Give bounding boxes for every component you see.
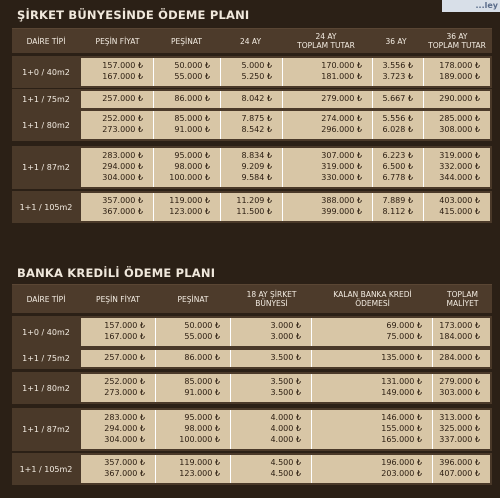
table-cell: 178.000 ₺ xyxy=(439,61,480,70)
table-cell: 294.000 ₺ xyxy=(104,424,145,433)
table-cell: 279.000 ₺ xyxy=(321,94,362,103)
table-cell: 6.500 ₺ xyxy=(382,162,413,171)
table-cell: 91.000 ₺ xyxy=(174,125,210,134)
price-cells xyxy=(81,318,490,346)
table-cell: 98.000 ₺ xyxy=(174,162,210,171)
plan2-header-col-5: TOPLAM MALİYET xyxy=(446,290,479,308)
table-cell: 283.000 ₺ xyxy=(102,151,143,160)
table-cell: 11.500 ₺ xyxy=(236,207,272,216)
brand-logo: ...ley xyxy=(442,0,500,12)
plan2-header-col-4: KALAN BANKA KREDİ ÖDEMESİ xyxy=(333,290,412,308)
plan2-group-1-1-75m2 xyxy=(12,348,492,369)
plan2-group-1-1-80m2 xyxy=(12,372,492,404)
table-cell: 11.209 ₺ xyxy=(236,196,272,205)
table-cell: 98.000 ₺ xyxy=(184,424,220,433)
table-cell: 4.000 ₺ xyxy=(270,424,301,433)
plan2-group-1-0-40m2 xyxy=(12,316,492,348)
plan1-group-1-1-80m2 xyxy=(12,109,492,141)
table-cell: 330.000 ₺ xyxy=(321,173,362,182)
plan1-header-col-1: PEŞİN FİYAT xyxy=(95,36,140,46)
plan1-header-col-5: 36 AY xyxy=(385,36,407,46)
table-cell: 252.000 ₺ xyxy=(104,377,145,386)
unit-type-label: 1+1 / 75m2 xyxy=(22,95,70,104)
table-cell: 167.000 ₺ xyxy=(104,332,145,341)
table-cell: 7.875 ₺ xyxy=(241,114,272,123)
table-cell: 4.000 ₺ xyxy=(270,435,301,444)
table-cell: 357.000 ₺ xyxy=(104,458,145,467)
table-cell: 4.500 ₺ xyxy=(270,469,301,478)
unit-type-label: 1+0 / 40m2 xyxy=(22,327,70,337)
table-cell: 189.000 ₺ xyxy=(439,72,480,81)
table-cell: 304.000 ₺ xyxy=(102,173,143,182)
plan1-header-col-3: 24 AY xyxy=(239,36,262,46)
table-cell: 303.000 ₺ xyxy=(439,388,480,397)
table-cell: 294.000 ₺ xyxy=(102,162,143,171)
table-cell: 5.556 ₺ xyxy=(382,114,413,123)
table-cell: 95.000 ₺ xyxy=(184,413,220,422)
table-cell: 403.000 ₺ xyxy=(439,196,480,205)
table-cell: 131.000 ₺ xyxy=(381,377,422,386)
table-cell: 3.723 ₺ xyxy=(382,72,413,81)
table-cell: 304.000 ₺ xyxy=(104,435,145,444)
table-cell: 337.000 ₺ xyxy=(439,435,480,444)
plan1-group-1-1-75m2 xyxy=(12,89,492,110)
table-cell: 119.000 ₺ xyxy=(169,196,210,205)
table-cell: 123.000 ₺ xyxy=(179,469,220,478)
table-cell: 308.000 ₺ xyxy=(439,125,480,134)
table-cell: 4.000 ₺ xyxy=(270,413,301,422)
table-cell: 344.000 ₺ xyxy=(439,173,480,182)
table-cell: 388.000 ₺ xyxy=(321,196,362,205)
table-cell: 283.000 ₺ xyxy=(104,413,145,422)
plan1-header-col-6: 36 AY TOPLAM TUTAR xyxy=(428,32,486,50)
table-cell: 123.000 ₺ xyxy=(169,207,210,216)
price-cells xyxy=(81,455,490,483)
table-cell: 407.000 ₺ xyxy=(439,469,480,478)
table-cell: 367.000 ₺ xyxy=(104,469,145,478)
table-cell: 5.250 ₺ xyxy=(241,72,272,81)
table-cell: 399.000 ₺ xyxy=(321,207,362,216)
table-cell: 3.500 ₺ xyxy=(270,388,301,397)
table-cell: 85.000 ₺ xyxy=(184,377,220,386)
plan2-title: BANKA KREDİLİ ÖDEME PLANI xyxy=(17,266,216,280)
table-cell: 296.000 ₺ xyxy=(321,125,362,134)
table-cell: 167.000 ₺ xyxy=(102,72,143,81)
unit-type-label: 1+1 / 80m2 xyxy=(22,120,70,130)
table-cell: 135.000 ₺ xyxy=(381,353,422,362)
plan2-header-row xyxy=(12,284,492,313)
table-cell: 5.667 ₺ xyxy=(382,94,413,103)
table-cell: 6.778 ₺ xyxy=(382,173,413,182)
table-cell: 319.000 ₺ xyxy=(321,162,362,171)
table-cell: 273.000 ₺ xyxy=(104,388,145,397)
table-cell: 181.000 ₺ xyxy=(321,72,362,81)
unit-type-label: 1+1 / 87m2 xyxy=(22,425,70,434)
plan1-header-col-4: 24 AY TOPLAM TUTAR xyxy=(297,32,355,50)
table-cell: 196.000 ₺ xyxy=(381,458,422,467)
price-cells xyxy=(81,410,490,449)
table-cell: 86.000 ₺ xyxy=(184,353,220,362)
plan2-header-col-3: 18 AY ŞİRKET BÜNYESİ xyxy=(246,290,297,308)
table-cell: 100.000 ₺ xyxy=(179,435,220,444)
price-cells xyxy=(81,148,490,187)
table-cell: 274.000 ₺ xyxy=(321,114,362,123)
table-cell: 184.000 ₺ xyxy=(439,332,480,341)
table-cell: 415.000 ₺ xyxy=(439,207,480,216)
table-cell: 9.584 ₺ xyxy=(241,173,272,182)
table-cell: 6.223 ₺ xyxy=(382,151,413,160)
table-cell: 50.000 ₺ xyxy=(184,321,220,330)
table-cell: 75.000 ₺ xyxy=(386,332,422,341)
unit-type-label: 1+0 / 40m2 xyxy=(22,67,70,77)
table-cell: 5.000 ₺ xyxy=(241,61,272,70)
table-cell: 290.000 ₺ xyxy=(439,94,480,103)
plan1-header-col-0: DAİRE TİPİ xyxy=(26,36,66,46)
table-cell: 4.500 ₺ xyxy=(270,458,301,467)
table-cell: 157.000 ₺ xyxy=(104,321,145,330)
table-cell: 203.000 ₺ xyxy=(381,469,422,478)
table-cell: 273.000 ₺ xyxy=(102,125,143,134)
price-cells xyxy=(81,350,490,367)
table-cell: 85.000 ₺ xyxy=(174,114,210,123)
plan1-header-col-2: PEŞİNAT xyxy=(171,36,202,46)
plan2-header-col-2: PEŞİNAT xyxy=(177,294,209,304)
price-cells xyxy=(81,374,490,402)
table-cell: 257.000 ₺ xyxy=(104,353,145,362)
table-cell: 165.000 ₺ xyxy=(381,435,422,444)
table-cell: 119.000 ₺ xyxy=(179,458,220,467)
plan1-section xyxy=(0,0,500,238)
table-cell: 9.209 ₺ xyxy=(241,162,272,171)
plan1-title: ŞİRKET BÜNYESİNDE ÖDEME PLANI xyxy=(17,8,250,22)
price-cells xyxy=(81,91,490,108)
table-cell: 91.000 ₺ xyxy=(184,388,220,397)
table-cell: 55.000 ₺ xyxy=(184,332,220,341)
table-cell: 50.000 ₺ xyxy=(174,61,210,70)
price-cells xyxy=(81,193,490,221)
plan2-section xyxy=(0,258,500,498)
table-cell: 3.000 ₺ xyxy=(270,332,301,341)
table-cell: 55.000 ₺ xyxy=(174,72,210,81)
plan1-group-1-1-105m2 xyxy=(12,191,492,223)
table-cell: 332.000 ₺ xyxy=(439,162,480,171)
plan1-header-row xyxy=(12,28,492,53)
table-cell: 100.000 ₺ xyxy=(169,173,210,182)
table-cell: 252.000 ₺ xyxy=(102,114,143,123)
plan1-group-1-1-87m2 xyxy=(12,146,492,189)
table-cell: 313.000 ₺ xyxy=(439,413,480,422)
price-cells xyxy=(81,58,490,86)
plan2-group-1-1-87m2 xyxy=(12,408,492,451)
table-cell: 396.000 ₺ xyxy=(439,458,480,467)
plan1-group-1-0-40m2 xyxy=(12,56,492,88)
plan2-group-1-1-105m2 xyxy=(12,453,492,485)
table-cell: 157.000 ₺ xyxy=(102,61,143,70)
table-cell: 357.000 ₺ xyxy=(102,196,143,205)
table-cell: 3.500 ₺ xyxy=(270,377,301,386)
price-cells xyxy=(81,111,490,139)
table-cell: 3.556 ₺ xyxy=(382,61,413,70)
table-cell: 149.000 ₺ xyxy=(381,388,422,397)
plan2-header-col-0: DAİRE TİPİ xyxy=(26,294,66,304)
table-cell: 3.000 ₺ xyxy=(270,321,301,330)
table-cell: 7.889 ₺ xyxy=(382,196,413,205)
table-cell: 319.000 ₺ xyxy=(439,151,480,160)
table-cell: 8.834 ₺ xyxy=(241,151,272,160)
table-cell: 257.000 ₺ xyxy=(102,94,143,103)
table-cell: 146.000 ₺ xyxy=(381,413,422,422)
table-cell: 325.000 ₺ xyxy=(439,424,480,433)
table-cell: 284.000 ₺ xyxy=(439,353,480,362)
table-cell: 367.000 ₺ xyxy=(102,207,143,216)
unit-type-label: 1+1 / 75m2 xyxy=(22,354,70,363)
table-cell: 3.500 ₺ xyxy=(270,353,301,362)
table-cell: 86.000 ₺ xyxy=(174,94,210,103)
unit-type-label: 1+1 / 105m2 xyxy=(19,202,73,212)
table-cell: 173.000 ₺ xyxy=(439,321,480,330)
table-cell: 8.042 ₺ xyxy=(241,94,272,103)
plan2-header-col-1: PEŞİN FİYAT xyxy=(96,294,140,304)
table-cell: 8.542 ₺ xyxy=(241,125,272,134)
table-cell: 8.112 ₺ xyxy=(382,207,413,216)
table-cell: 285.000 ₺ xyxy=(439,114,480,123)
unit-type-label: 1+1 / 105m2 xyxy=(19,464,73,474)
table-cell: 307.000 ₺ xyxy=(321,151,362,160)
table-cell: 69.000 ₺ xyxy=(386,321,422,330)
unit-type-label: 1+1 / 80m2 xyxy=(22,383,70,393)
unit-type-label: 1+1 / 87m2 xyxy=(22,163,70,172)
table-cell: 170.000 ₺ xyxy=(321,61,362,70)
table-cell: 279.000 ₺ xyxy=(439,377,480,386)
table-cell: 155.000 ₺ xyxy=(381,424,422,433)
table-cell: 95.000 ₺ xyxy=(174,151,210,160)
table-cell: 6.028 ₺ xyxy=(382,125,413,134)
